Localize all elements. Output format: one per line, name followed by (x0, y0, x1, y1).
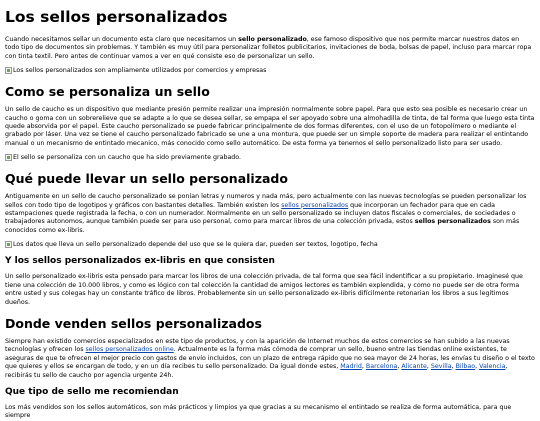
paragraph-cut-off: Los más vendidos son los sellos automáticos, son más prácticos y limpios ya que gracias a su mecanismo el entintado se realiza de forma automática, para que siempre (5, 403, 512, 420)
link-city-madrid[interactable]: Madrid (340, 363, 362, 371)
link-sellos-online[interactable]: sellos personalizados online (85, 346, 174, 354)
link-city-barcelona[interactable]: Barcelona (365, 363, 398, 371)
link-city-bilbao[interactable]: Bilbao (455, 363, 476, 371)
paragraph-como-se-personaliza: Un sello de caucho es un dispositivo que mediante presión permite realizar una impresión normalmente sobre papel. Para que esto sea posible es necesario crear un caucho o goma con un sobrerelieve que se adapte a lo que se desea sellar, se empapa el ser apoyado sobre una almohadilla de tinta, de tal forma que luego esta tinta quede absorvida por el papel. Este caucho personalizado se puede fabricar principalmente de dos formas diferentes, con el uso de un fotopolímero o mediante el grabado por láser. Una vez se tiene el caucho personalizado fabricado se une a una montura, que puede ser un simple soporte de madera para realizar el entintando manual o un mecanismo de entintado mecanico, más conocido como sello automático. De esta forma ya tenemos el sello personalizado listo para ser usado. (5, 106, 535, 147)
intro-text-1: Cuando necesitamos sellar un documento esta claro que necesitamos un (5, 36, 239, 43)
heading-que-tipo-de-sello: Que tipo de sello me recomiendan (5, 386, 179, 397)
bold-sellos-personalizados: sellos personalizados (414, 218, 491, 226)
link-city-alicante[interactable]: Alicante (401, 363, 427, 371)
link-city-sevilla[interactable]: Sevilla (430, 363, 452, 371)
page-title: Los sellos personalizados (5, 8, 228, 26)
heading-ex-libris: Y los sellos personalizados ex-libris en que consisten (5, 256, 275, 267)
paragraph-que-puede-llevar (5, 193, 535, 235)
heading-como-se-personaliza: Como se personaliza un sello (5, 84, 210, 100)
image-alt-text: Los sellos personalizados son ampliamente utilizados por comercios y empresas (13, 67, 267, 75)
text: , recibirás tu sello de caucho por agencia urgente 24h. (5, 363, 508, 379)
intro-bold: sello personalizado (238, 36, 307, 43)
text: son más conocidos como ex-libris. (5, 218, 520, 234)
broken-image-icon (5, 154, 12, 161)
text: que incorporan un fechador para que en cada estampaciones quede registrada la fecha, o con un numerador. Normalmente en un sello personalizado se incluyen datos fiscales o comerciales, de sociedades o trabajadores autonomos, aunque también puede ser para uso personal, como para marcar libros de una colección privada, estos (5, 201, 516, 226)
intro-paragraph (5, 36, 535, 61)
broken-image-icon (5, 241, 12, 248)
paragraph-ex-libris: Un sello personalizado ex-libris esta pensado para marcar los libros de una colección privada, de tal forma que sea fácil indentificar a su propietario. Imaginesé que tiene una colección de 10.000 libros, y como es lógico con tal colección la cantidad de amigos lectores es también explendida, y como no puede ser de otra forma entre usted y sus colegas hay un constante tráfico de libros. Probablemente sin un sello personalizado ex-libris difícilmente retonarian los libros a sus legítimos dueños. (5, 273, 523, 306)
paragraph-donde-venden: Siempre han existido comercios especializados en este tipo de productos, y con la aparición de Internet muchos de estos comercios se han subido a las nuevas tecnologías y ofrecen los sellos personalizados online. Actualmente es la forma más cómoda de comprar un sello, bueno entre las tiendas online existentes, te aseguras de que te ofrecen el mejor precio con gastos de envío incluidos, con un plazo de entrega rápido que no sea mayor de 24 horas, les envías tu diseño o el texto que quieres y ellos se encargan de todo, y en un día recibes tu sello personalizado. Da igual donde estes, Madrid, Barcelona, Alicante, Sevilla, Bilbao, Valencia, recibirás tu sello de caucho por agencia urgente 24h. (5, 337, 535, 379)
broken-image-icon (5, 67, 12, 74)
image-placeholder-caucho (5, 153, 535, 162)
text: Antiguamente en un sello de caucho personalizado se ponían letras y numeros y nada más, pero actualmente con las nuevas tecnologías se pueden personalizar los sellos con todo tipo de logotipos y gráficos con bastantes detalles. También existen los (5, 193, 527, 209)
image-alt-text: Los datos que lleva un sello personalizado depende del uso que se le quiera dar, pueden ser textos, logotipo, fecha (13, 241, 378, 249)
link-sellos-personalizados[interactable]: sellos personalizados (281, 201, 349, 209)
text: Siempre han existido comercios especializados en este tipo de productos, y con la aparición de Internet muchos de estos comercios se han subido a las nuevas tecnologías y ofrecen los (5, 337, 510, 354)
image-placeholder-comercios (5, 66, 535, 75)
image-alt-text: El sello se personaliza con un caucho que ha sido previamente grabado. (13, 154, 242, 162)
text: . Actualmente es la forma más cómoda de comprar un sello, bueno entre las tiendas online existentes, te aseguras de que te ofrecen el mejor precio con gastos de envío incluidos, con un plazo de entrega rápido que no sea mayor de 24 horas, les envías tu diseño o el texto que quieres y ellos se encargan de todo, y en un día recibes tu sello personalizado. Da igual donde estes, (5, 346, 535, 371)
intro-text-2: , ese famoso dispositivo que nos permite marcar nuestros datos en todo tipo de documentos sin problemas. Y también es muy útil para personalizar folletos publicitarios, invitaciones de boda, bolsas de papel, incluso para marcar ropa con tinta textil. Pero antes de continuar vamos a ver en qué consiste eso de personalizar un sello. (5, 36, 532, 60)
heading-donde-venden: Donde venden sellos personalizados (5, 315, 262, 331)
link-city-valencia[interactable]: Valencia (479, 363, 506, 371)
heading-que-puede-llevar: Qué puede llevar un sello personalizado (5, 171, 288, 187)
image-placeholder-datos (5, 240, 535, 249)
